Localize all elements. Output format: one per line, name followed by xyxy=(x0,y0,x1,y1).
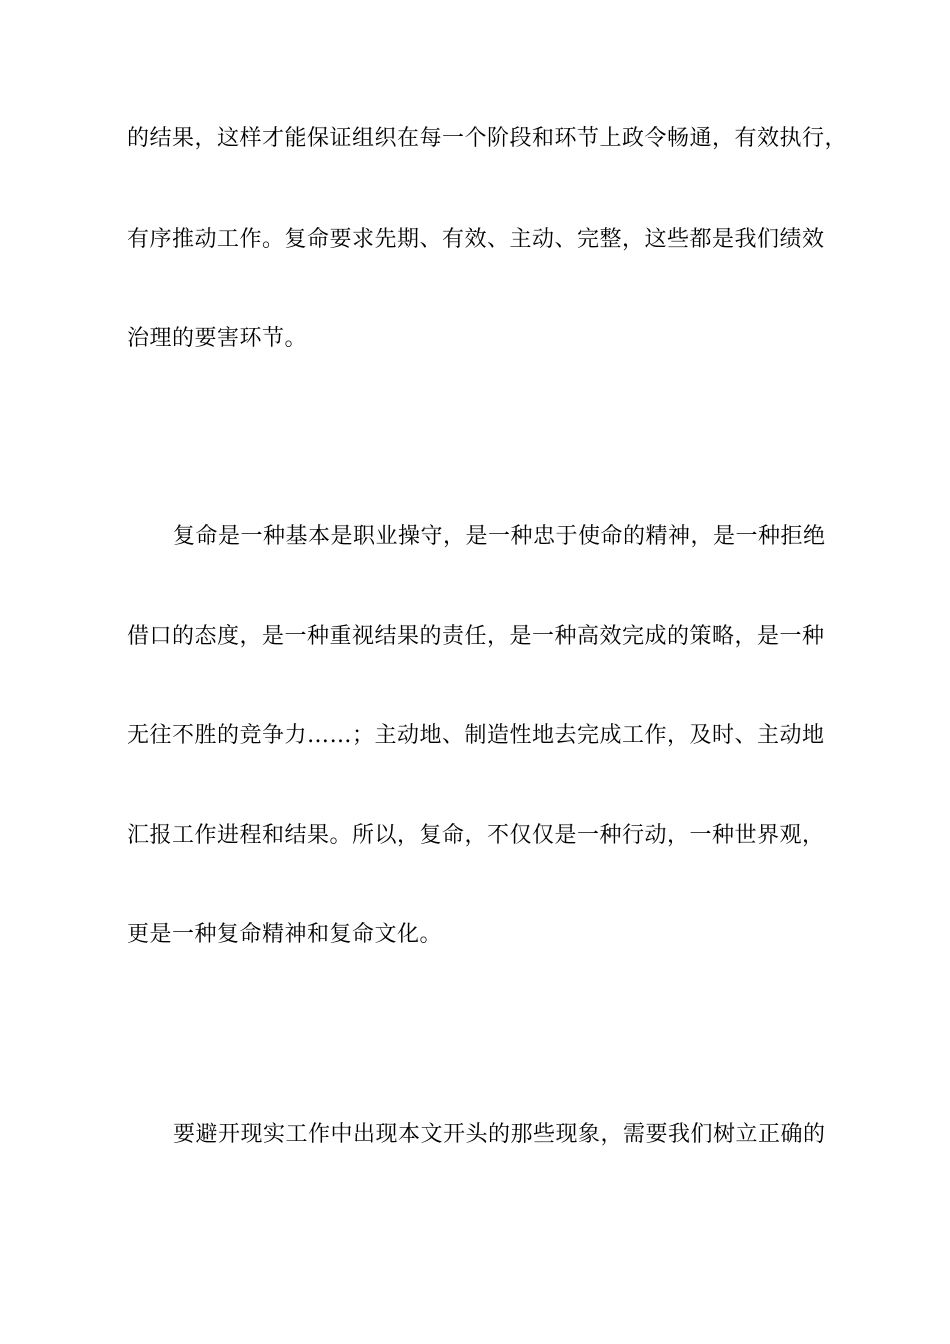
text-line: 无往不胜的竞争力……；主动地、制造性地去完成工作，及时、主动地 xyxy=(127,723,825,748)
text-line: 汇报工作进程和结果。所以，复命，不仅仅是一种行动，一种世界观， xyxy=(127,823,825,848)
text-line: 的结果，这样才能保证组织在每一个阶段和环节上政令畅通，有效执行， xyxy=(127,126,848,151)
text-line: 要避开现实工作中出现本文开头的那些现象，需要我们树立正确的 xyxy=(173,1122,826,1147)
text-line: 借口的态度，是一种重视结果的责任，是一种高效完成的策略，是一种 xyxy=(127,624,825,649)
text-line: 治理的要害环节。 xyxy=(127,326,308,351)
text-line: 复命是一种基本是职业操守，是一种忠于使命的精神，是一种拒绝 xyxy=(173,524,826,549)
text-line: 有序推动工作。复命要求先期、有效、主动、完整，这些都是我们绩效 xyxy=(127,227,825,252)
text-line: 更是一种复命精神和复命文化。 xyxy=(127,922,443,947)
